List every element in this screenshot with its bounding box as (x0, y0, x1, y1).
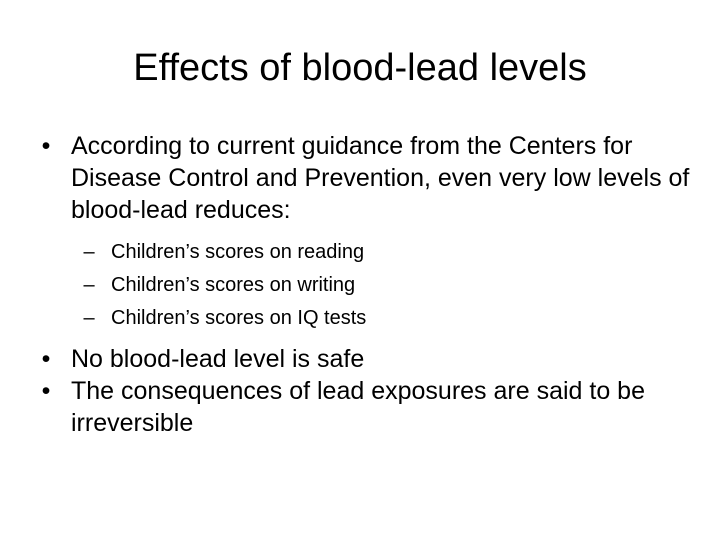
bullet-text: According to current guidance from the Centers for Disease Control and Prevention, even very low levels of blood-lead reduces: (71, 132, 690, 224)
sub-bullet-marker: – (83, 241, 95, 263)
sub-bullet-text: Children’s scores on IQ tests (111, 307, 367, 329)
bullet-marker: • (41, 377, 51, 405)
sub-bullet-item (78, 236, 696, 269)
sub-bullet-item (78, 269, 696, 302)
bullet-text: No blood-lead level is safe (71, 345, 365, 373)
bullet-item (36, 343, 696, 375)
bullet-marker: • (41, 345, 51, 373)
bullet-marker: • (41, 132, 51, 160)
sub-bullet-item (78, 302, 696, 335)
slide-body (36, 130, 696, 439)
sub-bullet-marker: – (83, 307, 95, 329)
spacer (36, 226, 696, 236)
bullet-item (36, 375, 696, 439)
sub-bullet-text: Children’s scores on reading (111, 241, 365, 263)
bullet-text: The consequences of lead exposures are said to be irreversible (71, 377, 645, 437)
sub-bullet-marker: – (83, 274, 95, 296)
slide-title: Effects of blood-lead levels (133, 47, 587, 89)
spacer (36, 335, 696, 343)
bullet-item (36, 130, 696, 226)
sub-bullet-text: Children’s scores on writing (111, 274, 356, 296)
sub-bullet-list (36, 236, 696, 335)
